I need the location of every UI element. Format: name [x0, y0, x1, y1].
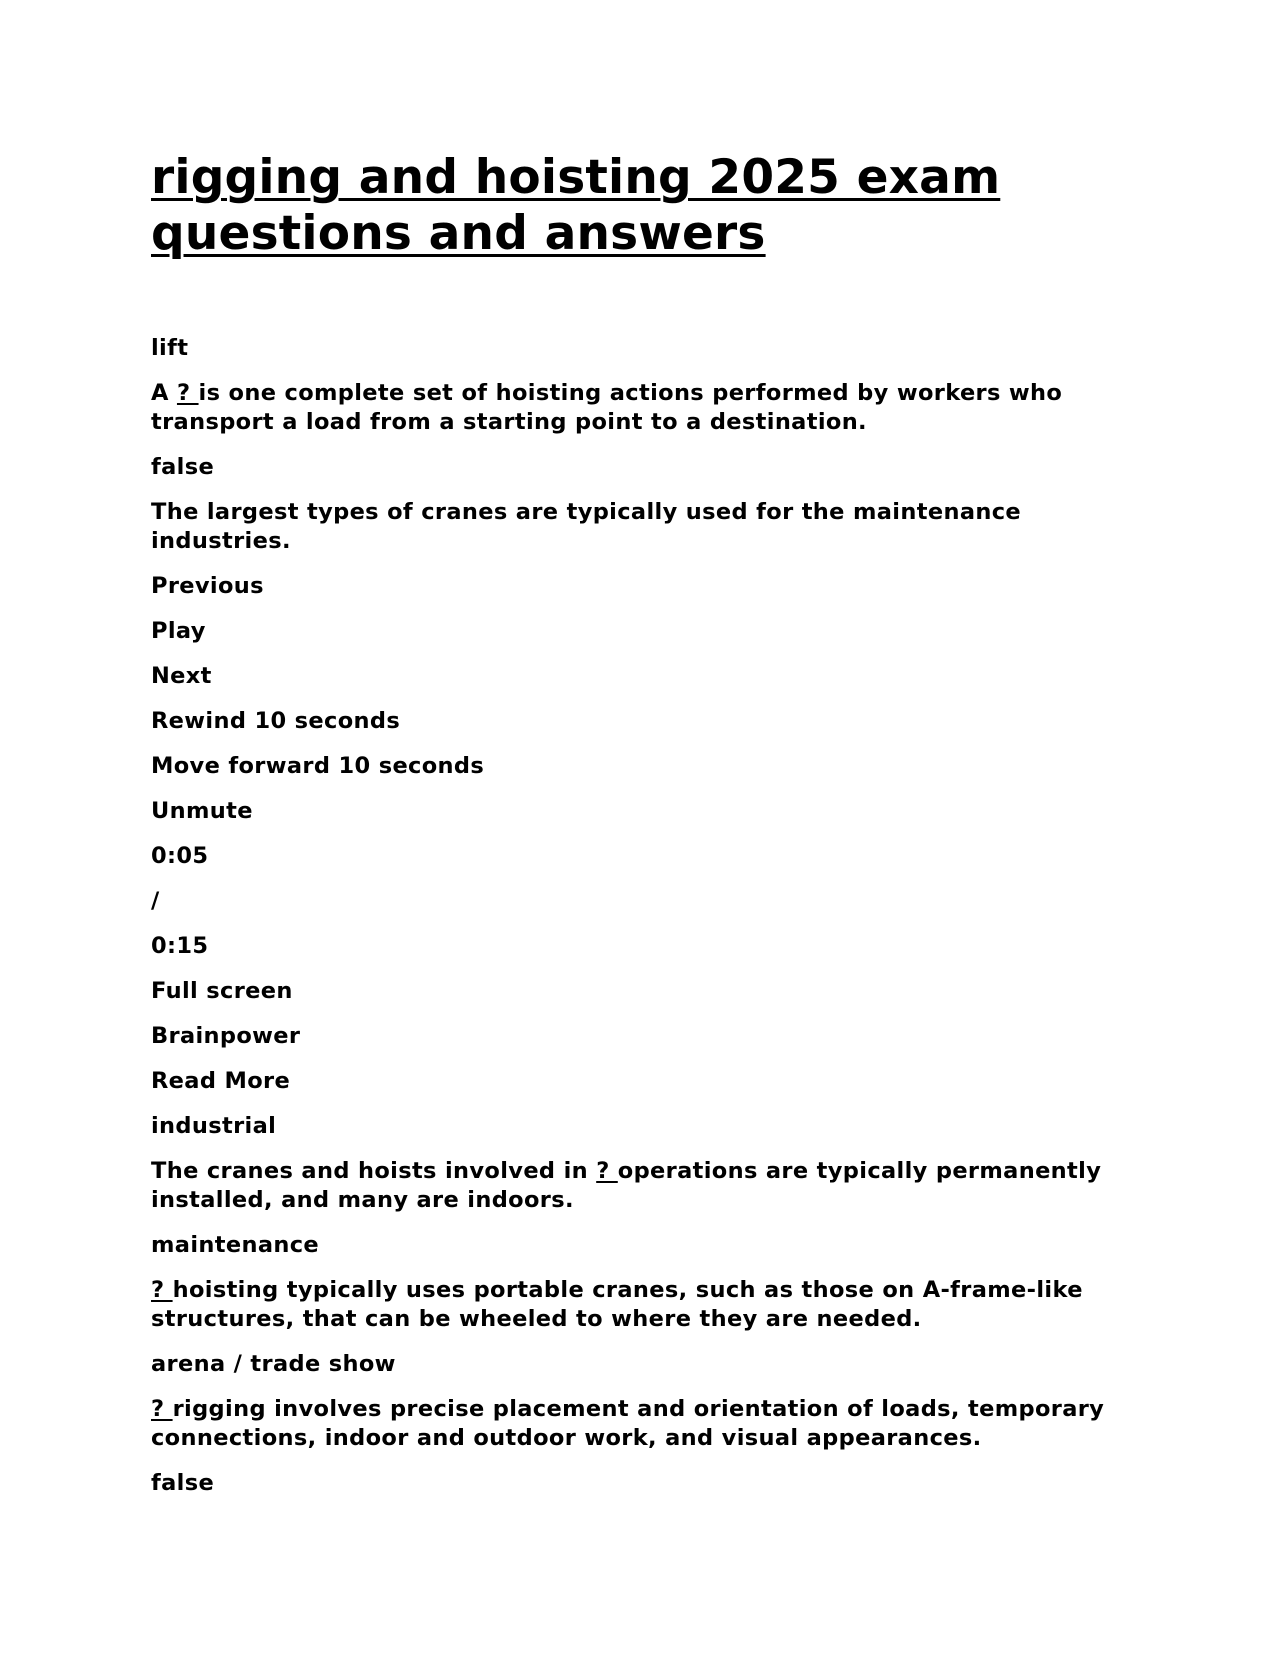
- player-current-time: 0:05: [151, 843, 209, 869]
- question-suffix: hoisting typically uses portable cranes, such as those on A-frame-like structures, that can be wheeled to where they are needed.: [151, 1277, 1083, 1332]
- answer-text: industrial: [151, 1113, 277, 1139]
- question-suffix: operations are typically permanently installed, and many are indoors.: [151, 1158, 1102, 1213]
- document-title: rigging and hoisting 2025 exam questions and answers: [151, 150, 1001, 261]
- question-prefix: A: [151, 380, 177, 406]
- answer-text: lift: [151, 335, 189, 361]
- player-previous-label: Previous: [151, 573, 264, 599]
- answer-text: false: [151, 1470, 215, 1496]
- answer-text: false: [151, 454, 215, 480]
- player-fullscreen-label: Full screen: [151, 978, 293, 1004]
- player-next-label: Next: [151, 663, 212, 689]
- question-text: [151, 379, 1131, 437]
- answer-blank: ?: [596, 1158, 618, 1184]
- player-rewind-label: Rewind 10 seconds: [151, 708, 401, 734]
- question-suffix: rigging involves precise placement and orientation of loads, temporary connections, indoor and outdoor work, and visual appearances.: [151, 1396, 1105, 1451]
- document-page: [151, 150, 1131, 1514]
- entry-list: [151, 334, 1131, 1498]
- question-text: [151, 1395, 1131, 1453]
- player-forward-label: Move forward 10 seconds: [151, 753, 485, 779]
- question-text: [151, 1276, 1131, 1334]
- answer-blank: ?: [151, 1277, 173, 1303]
- player-play-label: Play: [151, 618, 206, 644]
- player-duration: 0:15: [151, 933, 209, 959]
- question-text: The largest types of cranes are typically used for the maintenance industries.: [151, 499, 1022, 554]
- answer-blank: ?: [176, 380, 199, 406]
- answer-text: maintenance: [151, 1232, 320, 1258]
- answer-text: arena / trade show: [151, 1351, 396, 1377]
- question-prefix: The cranes and hoists involved in: [151, 1158, 597, 1184]
- answer-blank: ?: [151, 1396, 173, 1422]
- question-suffix: is one complete set of hoisting actions performed by workers who transport a load from a starting point to a destination.: [151, 380, 1063, 435]
- question-text: [151, 1157, 1131, 1215]
- brainpower-label: Brainpower: [151, 1023, 301, 1049]
- read-more-label: Read More: [151, 1068, 291, 1094]
- player-time-separator: /: [151, 888, 160, 914]
- player-unmute-label: Unmute: [151, 798, 253, 824]
